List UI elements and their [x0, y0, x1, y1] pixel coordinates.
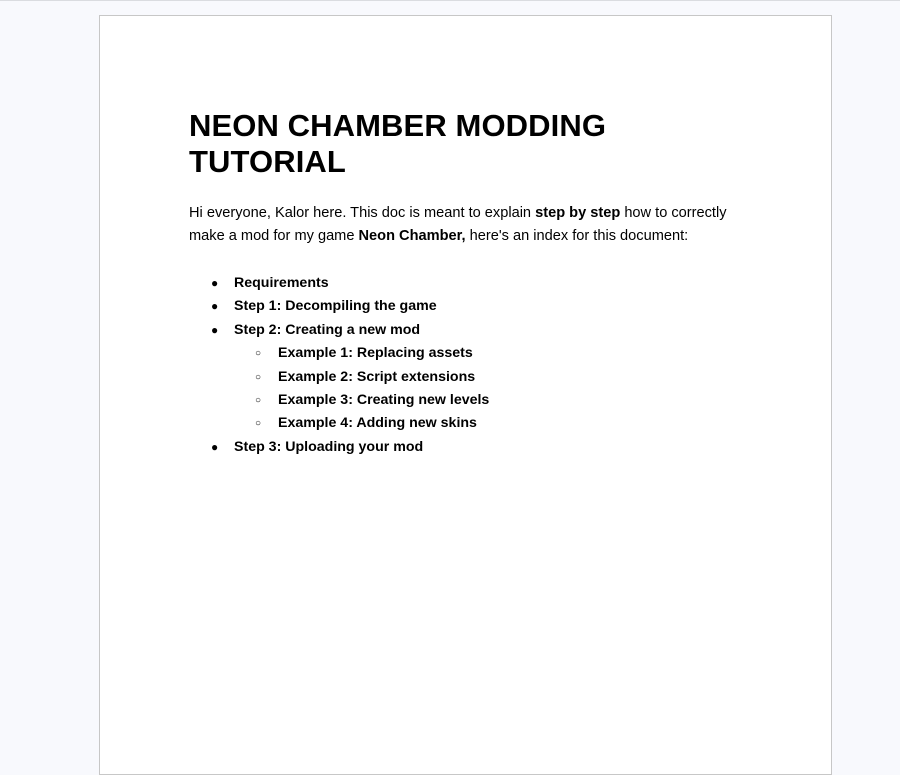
index-item-label: Example 1: Replacing assets — [278, 345, 473, 362]
hollow-bullet-icon: ○ — [255, 348, 262, 360]
top-divider — [0, 0, 900, 1]
intro-text-1: Hi everyone, Kalor here. This doc is meant to explain — [189, 205, 536, 221]
intro-bold-game-name: Neon Chamber, — [358, 228, 466, 244]
index-item-requirements[interactable] — [189, 272, 749, 295]
index-item-step-3[interactable] — [189, 436, 749, 459]
hollow-bullet-icon: ○ — [255, 418, 262, 430]
index-item-label: Step 2: Creating a new mod — [234, 321, 421, 338]
index-item-label: Example 3: Creating new levels — [278, 392, 490, 409]
filled-bullet-icon: ● — [211, 439, 219, 454]
intro-text-2: how to correctly make a mod for my game — [189, 205, 727, 244]
index-item-example-1[interactable] — [189, 342, 749, 365]
index-item-label: Step 1: Decompiling the game — [234, 298, 437, 315]
index-item-step-1[interactable] — [189, 295, 749, 318]
document-page[interactable] — [99, 15, 832, 775]
intro-text-3: here's an index for this document: — [465, 228, 689, 244]
document-title: NEON CHAMBER MODDING TUTORIAL — [189, 108, 607, 179]
index-item-step-2[interactable] — [189, 319, 749, 342]
hollow-bullet-icon: ○ — [255, 371, 262, 383]
index-item-label: Example 4: Adding new skins — [278, 415, 477, 432]
filled-bullet-icon: ● — [211, 322, 219, 337]
index-item-label: Step 3: Uploading your mod — [234, 438, 424, 455]
index-item-label: Example 2: Script extensions — [278, 368, 476, 385]
hollow-bullet-icon: ○ — [255, 395, 262, 407]
filled-bullet-icon: ● — [211, 276, 219, 290]
index-item-example-4[interactable] — [189, 412, 749, 435]
index-item-label: Requirements — [234, 275, 329, 291]
document-body[interactable] — [189, 108, 749, 459]
index-item-example-2[interactable] — [189, 366, 749, 389]
index-item-example-3[interactable] — [189, 389, 749, 412]
filled-bullet-icon: ● — [211, 299, 219, 314]
index-list — [189, 272, 749, 459]
intro-paragraph — [189, 202, 745, 248]
intro-bold-step-by-step: step by step — [535, 205, 621, 221]
